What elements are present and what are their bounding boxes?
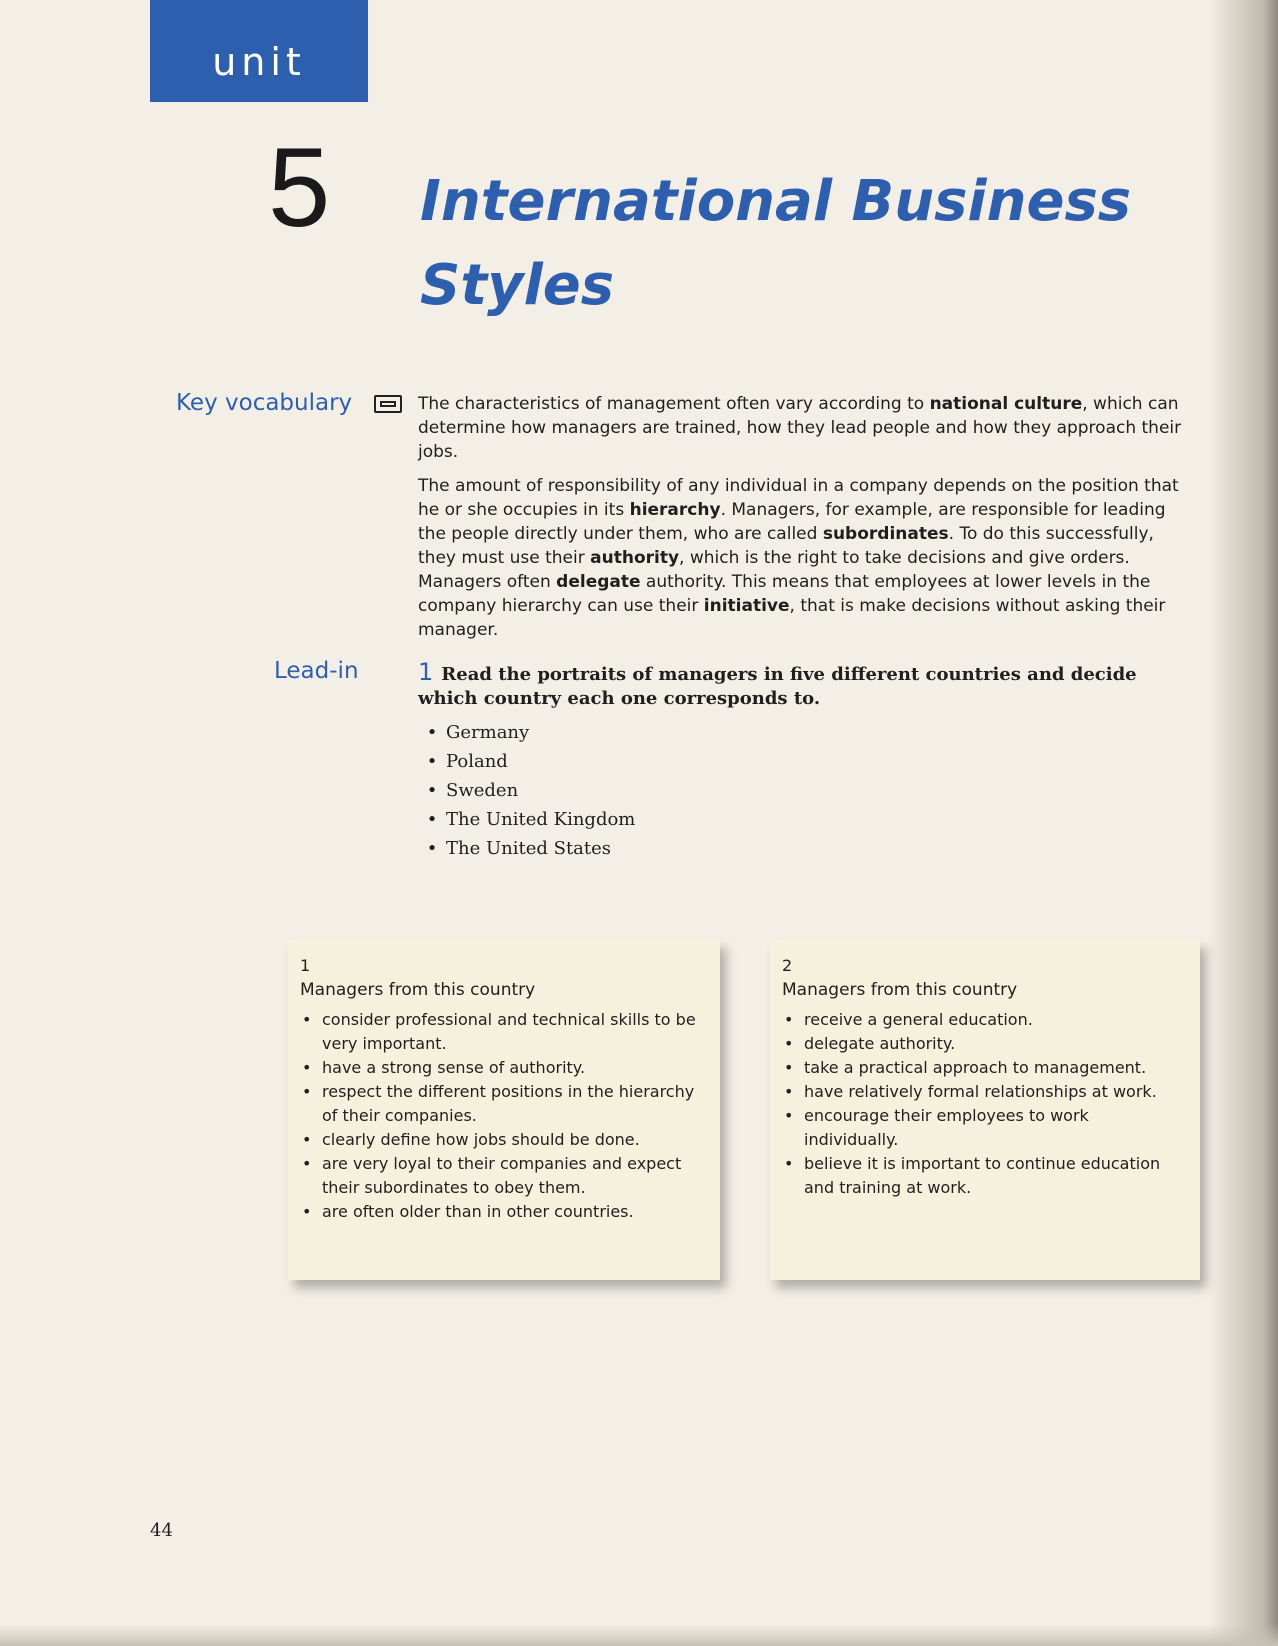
country-item: • Germany xyxy=(418,718,635,747)
key-term: national culture xyxy=(929,394,1083,414)
text-run: , which is the right to take decisions and give orders. Managers often xyxy=(418,548,1130,592)
card-item: • delegate authority. xyxy=(782,1032,1188,1056)
country-item: • The United States xyxy=(418,834,635,863)
page-bottom-shadow xyxy=(0,1624,1278,1646)
card-item: • encourage their employees to work individually. xyxy=(782,1104,1188,1152)
unit-number: 5 xyxy=(268,125,331,250)
country-item: • The United Kingdom xyxy=(418,805,635,834)
vocab-paragraph-1 xyxy=(418,392,1188,464)
card-heading: Managers from this country xyxy=(782,980,1018,1000)
page-number: 44 xyxy=(150,1520,173,1541)
text-run: . To do this successfully, they must use their xyxy=(418,524,1154,568)
key-vocabulary-text xyxy=(418,392,1188,652)
country-item: • Sweden xyxy=(418,776,635,805)
card-item: • respect the different positions in the hierarchy of their companies. xyxy=(300,1080,708,1128)
cassette-tape-icon xyxy=(374,395,402,413)
exercise-number: 1 xyxy=(418,658,434,686)
text-run: The amount of responsibility of any individual in a company depends on the position that he or she occupies in its xyxy=(418,476,1179,520)
card-number: 1 xyxy=(300,956,311,975)
key-term: delegate xyxy=(556,572,641,592)
card-list xyxy=(782,1008,1188,1200)
unit-tab xyxy=(150,0,368,102)
text-run: , which can determine how managers are trained, how they lead people and how they approach their jobs. xyxy=(418,394,1182,462)
unit-title: International Business Styles xyxy=(420,169,1132,318)
card-item: • take a practical approach to management. xyxy=(782,1056,1188,1080)
card-list xyxy=(300,1008,708,1224)
unit-tab-label: unit xyxy=(212,40,306,84)
key-term: subordinates xyxy=(822,524,949,544)
lead-in-instruction xyxy=(418,660,1188,711)
card-heading: Managers from this country xyxy=(300,980,536,1000)
card-item: • are very loyal to their companies and expect their subordinates to obey them. xyxy=(300,1152,708,1200)
manager-card-2 xyxy=(770,940,1200,1280)
key-vocabulary-label: Key vocabulary xyxy=(176,390,353,416)
card-number: 2 xyxy=(782,956,793,975)
card-item: • have a strong sense of authority. xyxy=(300,1056,708,1080)
country-item: • Poland xyxy=(418,747,635,776)
card-item: • believe it is important to continue education and training at work. xyxy=(782,1152,1188,1200)
key-term: hierarchy xyxy=(629,500,721,520)
vocab-paragraph-2 xyxy=(418,474,1188,642)
country-list xyxy=(418,718,635,863)
page-edge-shadow xyxy=(1208,0,1278,1646)
text-run: The characteristics of management often vary according to xyxy=(418,394,930,414)
card-item: • consider professional and technical skills to be very important. xyxy=(300,1008,708,1056)
key-term: authority xyxy=(590,548,680,568)
card-item: • are often older than in other countries. xyxy=(300,1200,708,1224)
exercise-instruction: Read the portraits of managers in five different countries and decide which country each one corresponds to. xyxy=(418,664,1137,709)
card-item: • clearly define how jobs should be done. xyxy=(300,1128,708,1152)
text-run: , that is make decisions without asking their manager. xyxy=(418,596,1166,640)
text-run: authority. This means that employees at lower levels in the company hierarchy can use their xyxy=(418,572,1151,616)
key-term: initiative xyxy=(703,596,790,616)
text-run: . Managers, for example, are responsible for leading the people directly under them, who are called xyxy=(418,500,1166,544)
lead-in-label: Lead-in xyxy=(274,658,359,684)
card-item: • receive a general education. xyxy=(782,1008,1188,1032)
card-item: • have relatively formal relationships at work. xyxy=(782,1080,1188,1104)
manager-card-1 xyxy=(288,940,720,1280)
